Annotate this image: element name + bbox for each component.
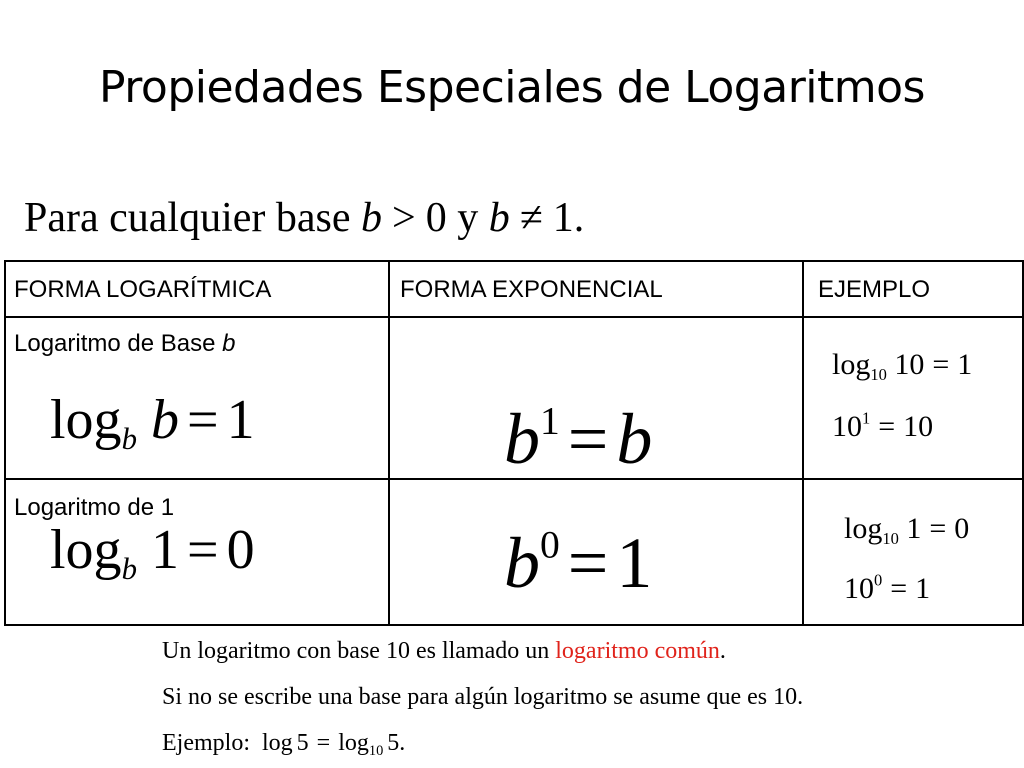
properties-table [4,260,1024,626]
log-base: b [121,421,137,456]
log-arg: 5. [387,730,406,756]
condition-one: 1. [552,195,585,241]
log-rhs: 1 [957,348,973,381]
log-base: b [121,551,137,586]
note-default-base: Si no se escribe una base para algún logaritmo se asume que es 10. [162,684,804,710]
equals-sign: = [186,389,219,451]
log-fn: log [844,512,883,545]
condition-prefix: Para cualquier base [24,195,351,241]
condition-zero: 0 [425,195,447,241]
row-label-base [14,330,235,358]
row-label-var: b [222,330,236,357]
equals-sign: = [890,572,908,605]
header-example: EJEMPLO [818,276,931,303]
log-fn: log [338,730,369,756]
example-exp-base [832,410,933,444]
log-arg: 1 [150,519,179,581]
example-exp-one [844,572,930,606]
exp-exponent: 0 [874,570,883,590]
header-divider [6,316,1022,318]
log-form-one [50,518,255,586]
header-log-form: FORMA LOGARÍTMICA [14,276,272,303]
equals-sign: = [878,410,896,443]
log-rhs: 0 [954,512,970,545]
exp-form-one [504,522,652,605]
exp-base: b [504,399,540,479]
note-example [162,730,406,760]
exp-exponent: 1 [862,408,871,428]
log-arg: b [150,389,179,451]
exp-exponent: 0 [540,522,560,567]
log-form-base [50,388,255,456]
example-log-one [844,512,969,546]
equals-sign: = [567,399,609,479]
note-common-log [162,638,726,665]
exp-rhs: b [616,399,653,479]
note-text: Un logaritmo con base 10 es llamado un [162,638,556,664]
equals-sign: = [567,523,609,603]
log-fn: log [261,730,293,756]
exp-base: b [504,523,540,603]
exp-base: 10 [832,410,862,443]
not-equal-sign: ≠ [519,195,543,241]
greater-than-sign: > [392,195,416,241]
slide-title: Propiedades Especiales de Logaritmos [99,62,925,113]
condition-conjunction: y [457,195,479,241]
header-exp-form: FORMA EXPONENCIAL [400,276,663,303]
log-arg: 5 [296,730,309,756]
base-condition [24,194,584,242]
log-arg: 1 [906,512,922,545]
log-fn: log [50,389,122,451]
log-fn: log [832,348,871,381]
log-base: 10 [368,743,384,760]
log-rhs: 0 [226,519,255,581]
exp-rhs: 1 [616,523,653,603]
log-base: 10 [870,364,887,384]
exp-form-base [504,398,652,481]
highlight-term: logaritmo común [555,638,720,664]
row-label-text: Logaritmo de 1 [14,494,175,521]
equals-sign: = [929,512,947,545]
exp-exponent: 1 [540,398,560,443]
log-fn: log [50,519,122,581]
equals-sign: = [316,730,331,756]
condition-var-b-2: b [488,195,510,241]
exp-rhs: 1 [915,572,931,605]
note-period: . [719,638,726,664]
exp-base: 10 [844,572,874,605]
equals-sign: = [186,519,219,581]
exp-rhs: 10 [903,410,934,443]
example-label: Ejemplo: [162,730,250,756]
row-label-text: Logaritmo de Base [14,330,223,357]
log-base: 10 [882,528,899,548]
example-log-base [832,348,972,382]
equals-sign: = [932,348,950,381]
log-arg: 10 [894,348,925,381]
condition-var-b: b [361,195,383,241]
log-rhs: 1 [226,389,255,451]
